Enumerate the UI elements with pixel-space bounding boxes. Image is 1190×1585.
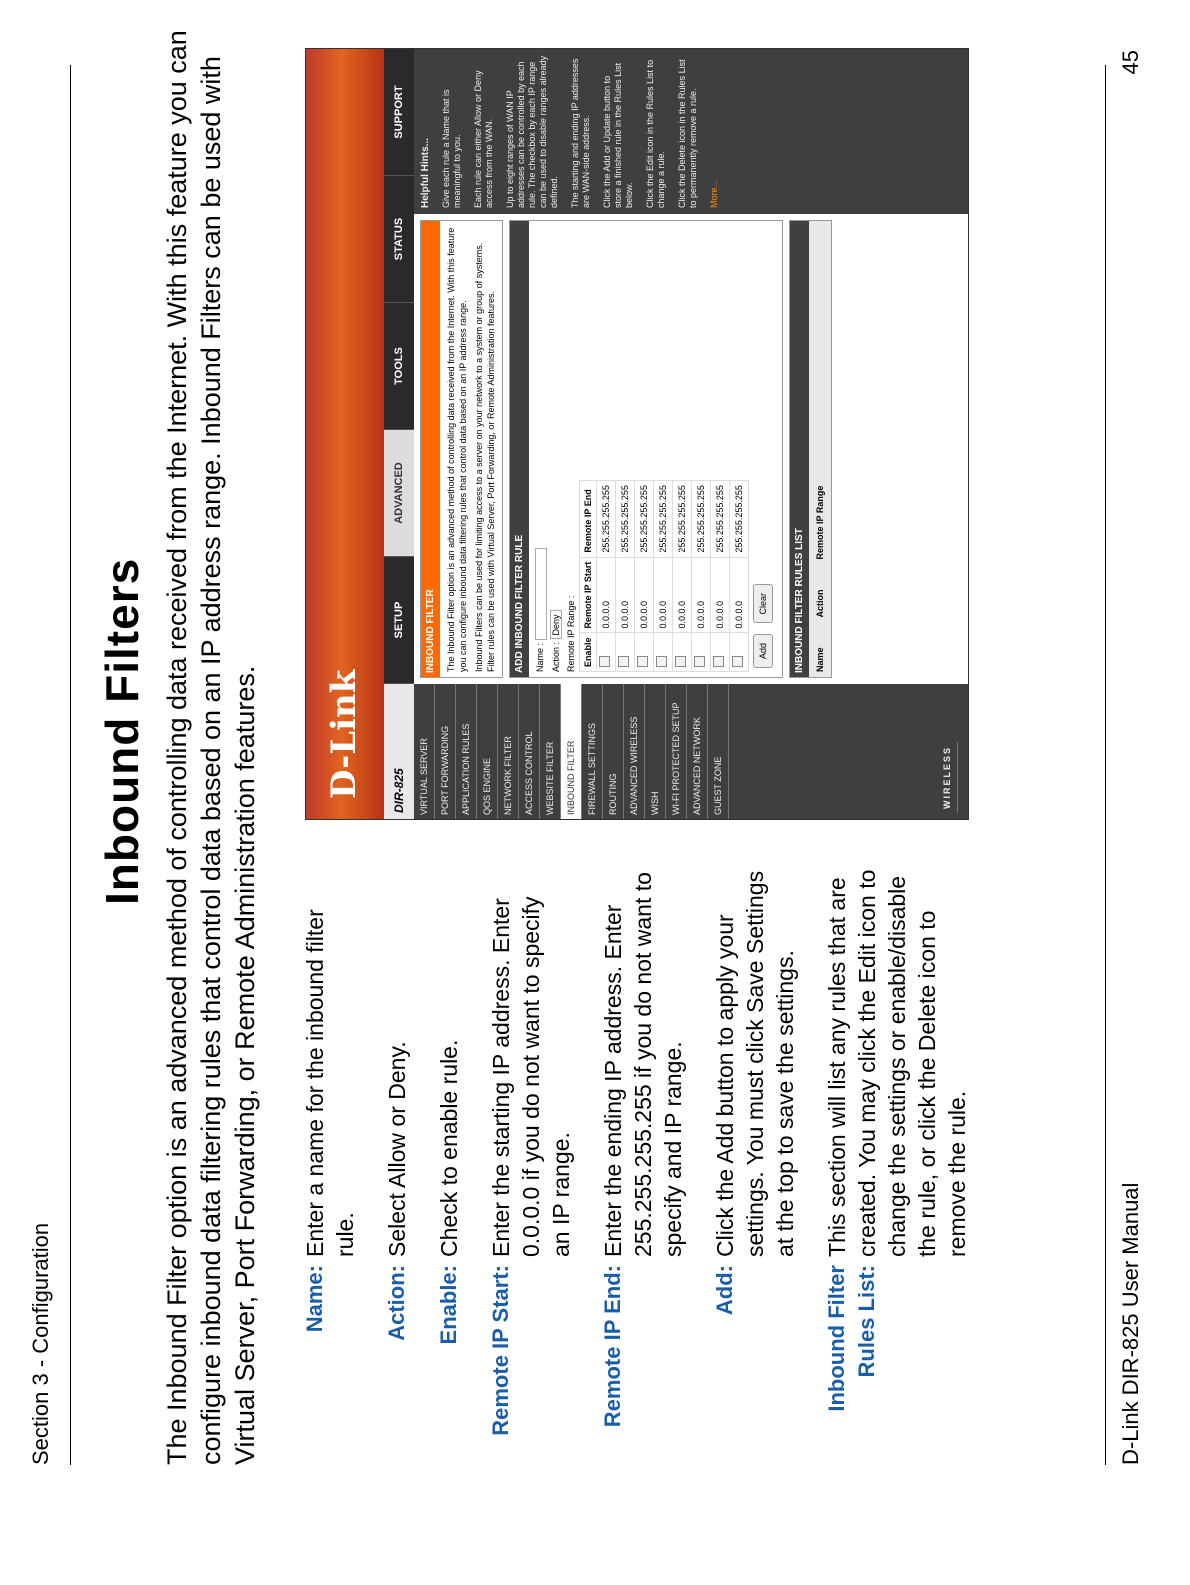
ip-end-field[interactable]: 255.255.255.255 [691, 481, 710, 558]
field-descriptions [300, 865, 994, 1465]
desc-label: Enable: [436, 1265, 461, 1345]
rules-list-columns [809, 221, 831, 677]
wireless-brand: WIRELESS [937, 742, 958, 813]
sidebar-item[interactable]: NETWORK FILTER [498, 684, 519, 819]
table-row [729, 481, 748, 672]
page-number: 45 [1118, 50, 1143, 75]
ui-sidebar [414, 684, 968, 819]
table-row [634, 481, 653, 672]
more-link[interactable]: More... [709, 179, 719, 208]
footer-rule [1105, 65, 1106, 1465]
table-row [672, 481, 691, 672]
add-button[interactable]: Add [753, 634, 773, 668]
range-label: Remote IP Range : [565, 595, 576, 672]
hint: The starting and ending IP addresses are WAN-side address. [570, 58, 591, 208]
desc-label: Remote IP End: [600, 1265, 625, 1428]
tab-advanced[interactable]: ADVANCED [384, 430, 414, 557]
sidebar-item[interactable]: VIRTUAL SERVER [414, 684, 435, 819]
desc-label: Name: [302, 1265, 327, 1333]
enable-checkbox[interactable] [732, 656, 743, 667]
ui-tab-bar [384, 49, 414, 819]
sidebar-item[interactable]: APPLICATION RULES [456, 684, 477, 819]
inbound-paragraph-2: Inbound Filters can be used for limiting access to a server on your network to a system or group of systems. Filter rules can be used with Virtual Server, Port Forwarding, or Remote Administration features. [474, 242, 496, 672]
section-header: Section 3 - Configuration [28, 1222, 53, 1465]
enable-checkbox[interactable] [618, 656, 629, 667]
rules-list-header: INBOUND FILTER RULES LIST [790, 221, 809, 677]
enable-checkbox[interactable] [637, 656, 648, 667]
ip-end-field[interactable]: 255.255.255.255 [672, 481, 691, 558]
sidebar-item[interactable]: ACCESS CONTROL [519, 684, 540, 819]
desc-label: Action: [384, 1265, 409, 1341]
ip-start-field[interactable]: 0.0.0.0 [615, 557, 634, 633]
desc-text: This section will list any rules that are created. You may click the Edit icon to change the settings or enable/disable the rule, or click the Delete icon to remove the rule. [824, 869, 970, 1257]
helpful-hints-panel [414, 49, 968, 214]
desc-add [710, 865, 800, 1465]
tab-tools[interactable]: TOOLS [384, 303, 414, 430]
ip-end-field[interactable]: 255.255.255.255 [710, 481, 729, 558]
sidebar-item-inbound-filter[interactable]: INBOUND FILTER [561, 684, 582, 819]
sidebar-item[interactable]: QOS ENGINE [477, 684, 498, 819]
inbound-filter-header: INBOUND FILTER [421, 221, 440, 677]
hint: Give each rule a Name that is meaningful to you. [441, 89, 462, 208]
sidebar-item[interactable]: PORT FORWARDING [435, 684, 456, 819]
table-row [710, 481, 729, 672]
table-row [596, 481, 615, 672]
sidebar-item[interactable]: WISH [645, 684, 666, 819]
ip-end-field[interactable]: 255.255.255.255 [634, 481, 653, 558]
desc-remote-ip-end [598, 865, 688, 1465]
ip-start-field[interactable]: 0.0.0.0 [596, 557, 615, 633]
ui-main-panel [414, 214, 968, 684]
desc-text: Check to enable rule. [436, 1039, 462, 1257]
col-enable: Enable [579, 633, 596, 672]
sidebar-item[interactable]: ADVANCED NETWORK [687, 684, 708, 819]
hint: Click the Delete icon in the Rules List to permanently remove a rule. [677, 59, 698, 208]
tab-status[interactable]: STATUS [384, 176, 414, 303]
hint: Click the Add or Update button to store a finished rule in the Rules List below. [602, 62, 634, 208]
desc-name [300, 865, 360, 1465]
add-rule-box [509, 220, 783, 678]
desc-enable [434, 865, 464, 1465]
table-row [653, 481, 672, 672]
sidebar-item[interactable]: WEBSITE FILTER [540, 684, 561, 819]
ip-start-field[interactable]: 0.0.0.0 [672, 557, 691, 633]
enable-checkbox[interactable] [599, 656, 610, 667]
enable-checkbox[interactable] [694, 656, 705, 667]
help-title: Helpful Hints... [420, 138, 431, 208]
table-row [615, 481, 634, 672]
sidebar-item[interactable]: WI-FI PROTECTED SETUP [666, 684, 687, 819]
hint: Each rule can either Allow or Deny access from the WAN. [473, 70, 494, 208]
sidebar-item[interactable]: FIREWALL SETTINGS [582, 684, 603, 819]
tab-support[interactable]: SUPPORT [384, 49, 414, 176]
desc-rules-list [822, 865, 972, 1465]
inbound-filter-body [440, 221, 502, 677]
name-input[interactable] [535, 548, 547, 640]
ui-banner [306, 49, 384, 819]
action-select[interactable]: Deny [550, 610, 562, 639]
ip-end-field[interactable]: 255.255.255.255 [615, 481, 634, 558]
add-rule-header: ADD INBOUND FILTER RULE [510, 221, 529, 677]
col-ip-start: Remote IP Start [579, 557, 596, 633]
ip-end-field[interactable]: 255.255.255.255 [596, 481, 615, 558]
col-ip-end: Remote IP End [579, 481, 596, 558]
desc-action [382, 865, 412, 1465]
table-row [691, 481, 710, 672]
ip-start-field[interactable]: 0.0.0.0 [729, 557, 748, 633]
clear-button[interactable]: Clear [753, 584, 773, 624]
add-rule-form [529, 221, 782, 677]
name-label: Name : [535, 642, 545, 672]
dlink-logo: D-Link [324, 669, 364, 799]
desc-text: Enter the ending IP address. Enter 255.255.255.255 if you do not want to specify and IP range. [600, 872, 686, 1257]
desc-text: Enter the starting IP address. Enter 0.0.0.0 if you do not want to specify an IP range. [488, 896, 574, 1257]
action-label: Action : [550, 641, 561, 672]
enable-checkbox[interactable] [675, 656, 686, 667]
desc-text: Click the Add button to apply your settings. You must click Save Settings at the top to save the settings. [712, 870, 798, 1257]
ip-end-field[interactable]: 255.255.255.255 [729, 481, 748, 558]
enable-checkbox[interactable] [656, 656, 667, 667]
inbound-paragraph-1: The Inbound Filter option is an advanced method of controlling data received from the Internet. With this feature you can configure inbound data filtering rules that control data based on an IP address range. [446, 227, 468, 672]
enable-checkbox[interactable] [713, 656, 724, 667]
hint: Click the Edit icon in the Rules List to change a rule. [645, 59, 666, 208]
desc-label: Inbound Filter Rules List: [824, 1265, 879, 1412]
desc-text: Select Allow or Deny. [384, 1041, 410, 1257]
inbound-filter-box [420, 220, 503, 678]
ip-range-table [579, 480, 749, 672]
sidebar-item[interactable]: ADVANCED WIRELESS [624, 684, 645, 819]
sidebar-item[interactable]: ROUTING [603, 684, 624, 819]
desc-remote-ip-start [486, 865, 576, 1465]
desc-label: Add: [712, 1265, 737, 1316]
ip-start-field[interactable]: 0.0.0.0 [710, 557, 729, 633]
ip-start-field[interactable]: 0.0.0.0 [634, 557, 653, 633]
hint: Up to eight ranges of WAN IP addresses can be controlled by each rule. The checkbox by each IP range can be used to disable ranges already defined. [505, 55, 559, 208]
list-col-range: Remote IP Range [814, 485, 825, 560]
header-rule [70, 65, 71, 1465]
model-label: DIR-825 [384, 684, 414, 819]
ip-start-field[interactable]: 0.0.0.0 [691, 557, 710, 633]
rules-list-box [789, 220, 832, 678]
intro-paragraph: The Inbound Filter option is an advanced method of controlling data received from the Internet. With this feature you can configure inbound data filtering rules that control data based on an IP address range. Inbound Filters can be used with Virtual Server, Port Forwarding, or Remote Administration features. [162, 30, 260, 1465]
list-col-action: Action [814, 589, 825, 618]
page-title: Inbound Filters [96, 557, 148, 905]
desc-label: Remote IP Start: [488, 1265, 513, 1436]
footer-title: D-Link DIR-825 User Manual [1118, 1182, 1143, 1465]
list-col-name: Name [814, 647, 825, 672]
sidebar-item[interactable]: GUEST ZONE [708, 684, 729, 819]
ip-start-field[interactable]: 0.0.0.0 [653, 557, 672, 633]
router-ui-screenshot [305, 48, 969, 820]
tab-setup[interactable]: SETUP [384, 557, 414, 684]
ip-end-field[interactable]: 255.255.255.255 [653, 481, 672, 558]
desc-text: Enter a name for the inbound filter rule. [302, 909, 358, 1257]
